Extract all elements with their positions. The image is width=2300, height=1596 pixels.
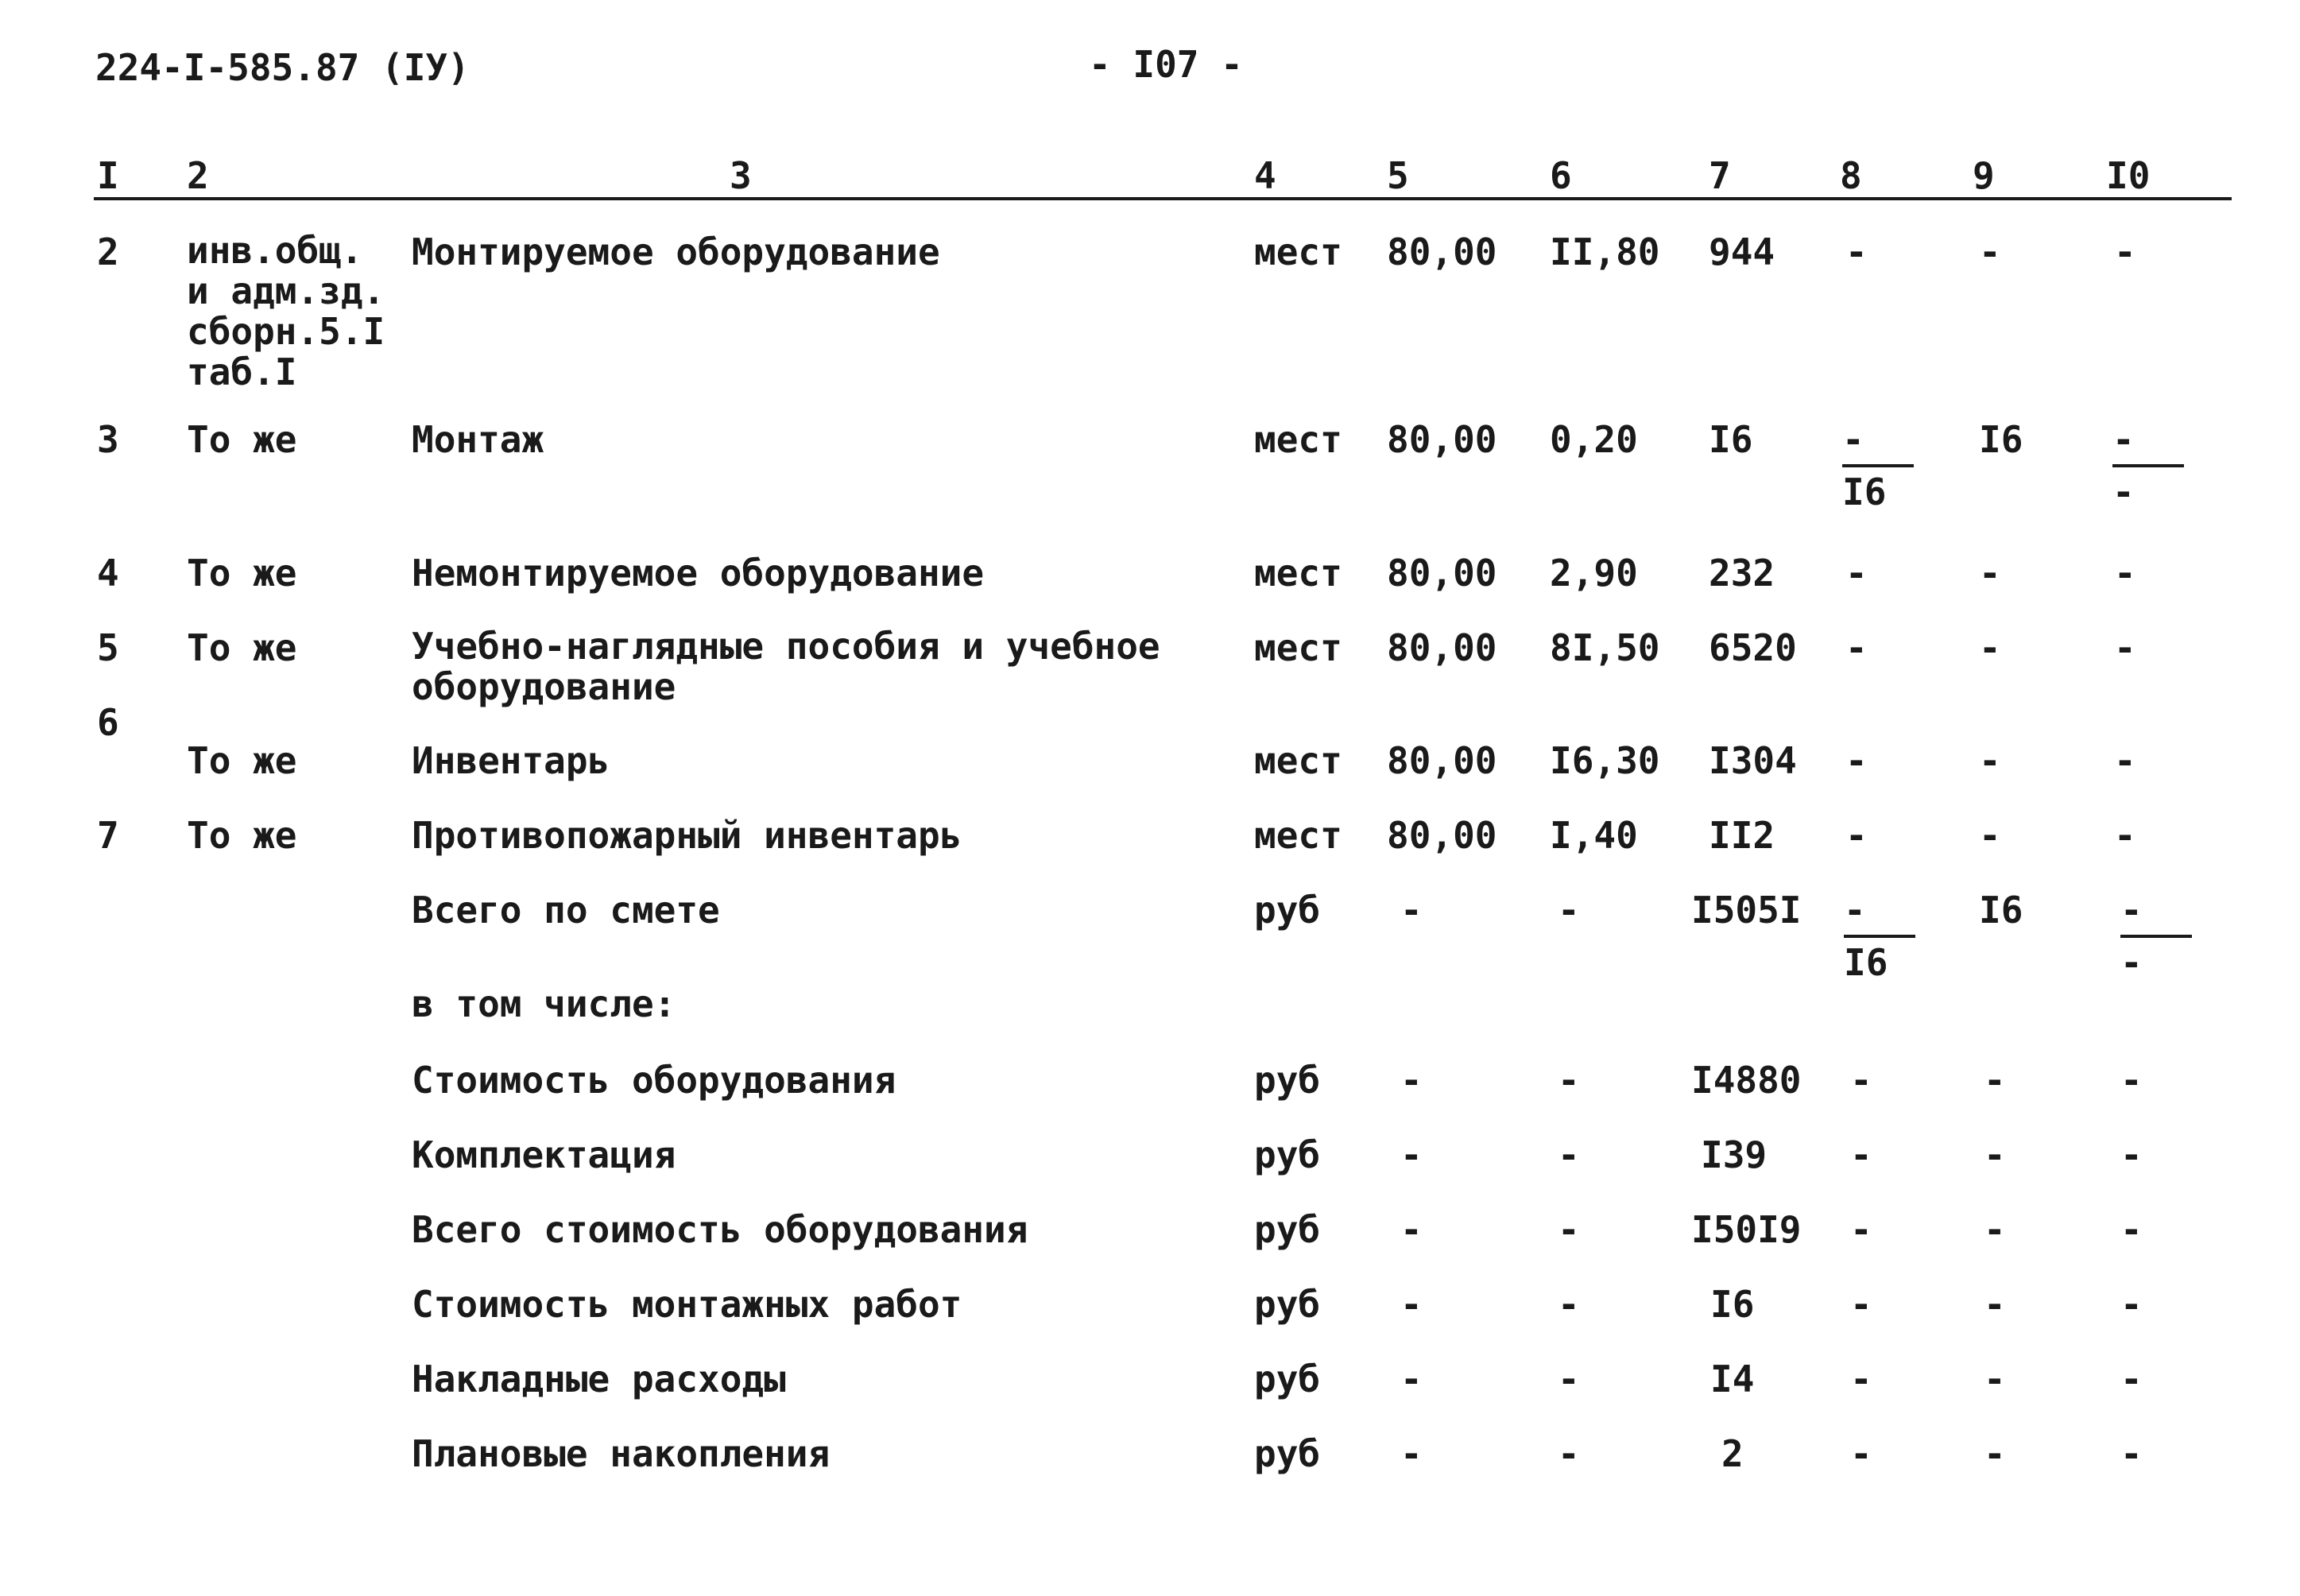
breakdown-col7: I50I9 [1691,1208,1802,1251]
row-col9: - [1979,230,2001,273]
row-name: Учебно-наглядные пособия и учебное оборудование [412,625,1160,708]
breakdown-col10: - [2120,1358,2143,1400]
row-number: 5 [97,626,119,669]
row-col8: - [1845,814,1868,857]
row-col10: - [2114,230,2136,273]
row-number: 6 [97,701,119,744]
fraction-bar [2120,935,2192,938]
col-header-5: 5 [1387,154,1409,197]
row-name: Противопожарный инвентарь [412,814,962,857]
row-col5: 80,00 [1387,814,1497,857]
breakdown-col6: - [1558,1283,1580,1326]
breakdown-unit: руб [1254,1208,1321,1251]
row-reference: То же [187,739,297,782]
total-col6: - [1558,889,1580,932]
row-unit: мест [1254,552,1342,595]
breakdown-col5: - [1400,1283,1423,1326]
row-col10: - [2114,626,2136,669]
including-label: в том числе: [412,982,676,1025]
row-col5: 80,00 [1387,626,1497,669]
row-name: Монтируемое оборудование [412,230,940,273]
total-col9: I6 [1979,889,2023,932]
breakdown-col8: - [1850,1358,1872,1400]
breakdown-col5: - [1400,1432,1423,1475]
fraction-denominator: I6 [1842,471,1887,513]
row-col9: - [1979,626,2001,669]
fraction-bar [1842,464,1914,467]
row-col9: I6 [1979,418,2023,461]
breakdown-col10: - [2120,1208,2143,1251]
row-unit: мест [1254,418,1342,461]
row-col7: 6520 [1709,626,1797,669]
row-unit: мест [1254,230,1342,273]
row-col7: 232 [1709,552,1775,595]
total-col5: - [1400,889,1423,932]
row-reference: инв.общ. и адм.зд. сборн.5.I таб.I [187,229,385,393]
row-reference: То же [187,418,297,461]
total-label: Всего по смете [412,889,720,932]
breakdown-col6: - [1558,1208,1580,1251]
col-header-6: 6 [1550,154,1572,197]
row-number: 4 [97,552,119,595]
breakdown-col6: - [1558,1059,1580,1102]
row-col9: - [1979,739,2001,782]
breakdown-col5: - [1400,1059,1423,1102]
breakdown-col10: - [2120,1283,2143,1326]
row-col5: 80,00 [1387,230,1497,273]
row-col9: - [1979,552,2001,595]
total-col7: I505I [1691,889,1802,932]
col-header-8: 8 [1840,154,1862,197]
header-rule [94,197,2232,200]
row-name: Инвентарь [412,739,610,782]
breakdown-col8: - [1850,1059,1872,1102]
row-col8-fraction [1842,418,1914,513]
fraction-numerator: - [2112,418,2135,461]
row-reference: То же [187,626,297,669]
row-col10-fraction [2112,418,2184,513]
breakdown-col8: - [1850,1133,1872,1176]
row-col10: - [2114,814,2136,857]
breakdown-col7: 2 [1721,1432,1744,1475]
breakdown-name: Накладные расходы [412,1358,786,1400]
col-header-7: 7 [1709,154,1731,197]
breakdown-name: Стоимость монтажных работ [412,1283,962,1326]
breakdown-col9: - [1984,1059,2006,1102]
breakdown-col9: - [1984,1432,2006,1475]
breakdown-col9: - [1984,1283,2006,1326]
total-unit: руб [1254,889,1321,932]
row-col8: - [1845,739,1868,782]
breakdown-unit: руб [1254,1133,1321,1176]
row-reference: То же [187,814,297,857]
breakdown-col8: - [1850,1208,1872,1251]
row-number: 7 [97,814,119,857]
row-col7: 944 [1709,230,1775,273]
row-col9: - [1979,814,2001,857]
breakdown-col7: I39 [1701,1133,1768,1176]
fraction-bar [2112,464,2184,467]
breakdown-col9: - [1984,1133,2006,1176]
row-name: Монтаж [412,418,544,461]
breakdown-col7: I4880 [1691,1059,1802,1102]
row-col5: 80,00 [1387,739,1497,782]
breakdown-col6: - [1558,1133,1580,1176]
breakdown-col6: - [1558,1358,1580,1400]
breakdown-unit: руб [1254,1432,1321,1475]
breakdown-name: Стоимость оборудования [412,1059,896,1102]
breakdown-col5: - [1400,1133,1423,1176]
page-number: - I07 - [1089,43,1243,86]
row-col6: II,80 [1550,230,1660,273]
row-col6: I6,30 [1550,739,1660,782]
row-col7: I6 [1709,418,1753,461]
breakdown-col6: - [1558,1432,1580,1475]
row-col7: II2 [1709,814,1775,857]
breakdown-col10: - [2120,1133,2143,1176]
fraction-denominator: I6 [1844,941,1888,984]
breakdown-col10: - [2120,1432,2143,1475]
fraction-numerator: - [1842,418,1864,461]
row-col8: - [1845,230,1868,273]
row-unit: мест [1254,626,1342,669]
row-col6: 8I,50 [1550,626,1660,669]
row-col8: - [1845,626,1868,669]
breakdown-col7: I4 [1710,1358,1755,1400]
breakdown-name: Комплектация [412,1133,676,1176]
row-number: 3 [97,418,119,461]
col-header-4: 4 [1254,154,1276,197]
breakdown-col8: - [1850,1432,1872,1475]
col-header-10: I0 [2106,154,2151,197]
col-header-9: 9 [1973,154,1995,197]
col-header-3: 3 [730,154,752,197]
breakdown-col5: - [1400,1208,1423,1251]
breakdown-col5: - [1400,1358,1423,1400]
col-header-2: 2 [187,154,209,197]
breakdown-col7: I6 [1710,1283,1755,1326]
breakdown-name: Плановые накопления [412,1432,831,1475]
breakdown-name: Всего стоимость оборудования [412,1208,1028,1251]
row-col6: I,40 [1550,814,1638,857]
row-col10: - [2114,552,2136,595]
row-reference: То же [187,552,297,595]
fraction-denominator: - [2120,941,2143,984]
fraction-denominator: - [2112,471,2135,513]
document-code: 224-I-585.87 (IУ) [95,46,470,89]
fraction-numerator: - [2120,889,2143,932]
breakdown-col9: - [1984,1358,2006,1400]
col-header-1: I [97,154,119,197]
row-col7: I304 [1709,739,1797,782]
breakdown-col10: - [2120,1059,2143,1102]
row-number: 2 [97,230,119,273]
row-col6: 0,20 [1550,418,1638,461]
total-col10-fraction [2120,889,2192,984]
row-col5: 80,00 [1387,418,1497,461]
fraction-numerator: - [1844,889,1866,932]
breakdown-unit: руб [1254,1358,1321,1400]
row-col5: 80,00 [1387,552,1497,595]
breakdown-col9: - [1984,1208,2006,1251]
breakdown-unit: руб [1254,1059,1321,1102]
row-col6: 2,90 [1550,552,1638,595]
row-unit: мест [1254,814,1342,857]
row-col8: - [1845,552,1868,595]
row-name: Немонтируемое оборудование [412,552,985,595]
row-col10: - [2114,739,2136,782]
breakdown-col8: - [1850,1283,1872,1326]
row-unit: мест [1254,739,1342,782]
breakdown-unit: руб [1254,1283,1321,1326]
total-col8-fraction [1844,889,1915,984]
fraction-bar [1844,935,1915,938]
